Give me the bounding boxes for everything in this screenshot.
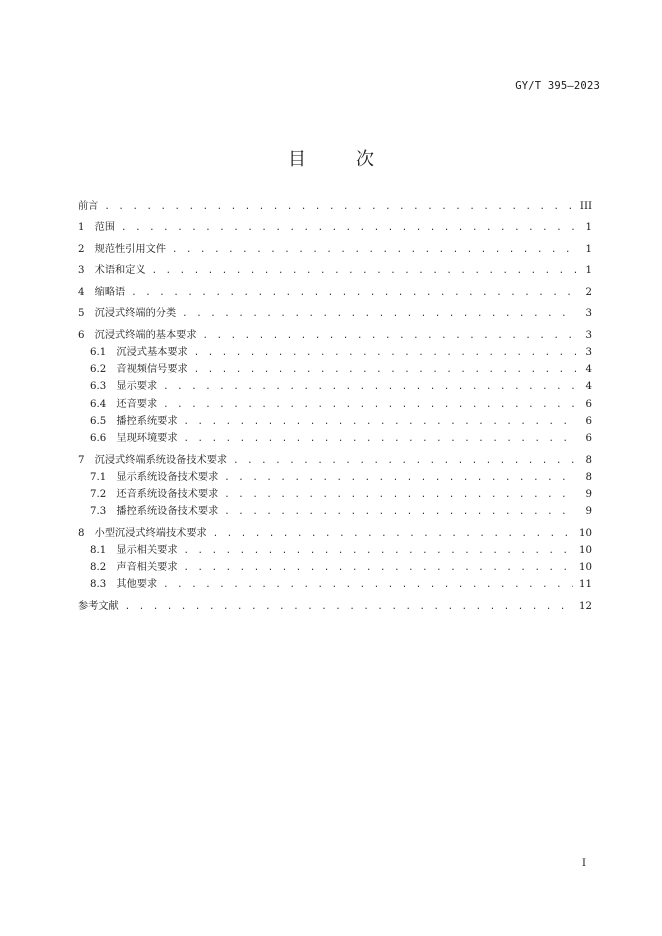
- toc-entry-page: 11: [579, 579, 592, 591]
- toc-entry-number: 4: [78, 286, 95, 298]
- toc-entry[interactable]: [78, 598, 592, 615]
- toc-entry-number: 7.2: [90, 488, 117, 500]
- toc-entry[interactable]: [78, 305, 592, 322]
- toc-entry-page: 10: [579, 561, 592, 573]
- toc-entry-label[interactable]: 沉浸式终端系统设备技术要求: [94, 454, 228, 466]
- toc-entry-number: 6.5: [90, 415, 117, 427]
- toc-entry-label[interactable]: 其他要求: [116, 579, 158, 591]
- toc-leader-dots: [224, 487, 576, 504]
- toc-entry-page: 6: [585, 433, 592, 445]
- toc-entry[interactable]: [78, 344, 592, 361]
- toc-entry-number: 6.4: [90, 398, 117, 410]
- toc-entry-label[interactable]: 沉浸式终端的分类: [94, 308, 177, 320]
- toc-leader-dots: [213, 526, 573, 543]
- toc-leader-dots: [184, 414, 576, 431]
- toc-entry-label[interactable]: 音视频信号要求: [116, 364, 188, 376]
- toc-entry-page: 2: [585, 286, 592, 298]
- toc-entry[interactable]: [78, 284, 592, 301]
- toc-entry-label[interactable]: 呈现环境要求: [116, 433, 178, 445]
- toc-leader-dots: [125, 599, 573, 616]
- toc-leader-dots: [182, 306, 576, 323]
- toc-entry-number: 1: [78, 222, 95, 234]
- toc-entry-page: 8: [585, 471, 592, 483]
- toc-entry-number: 8.3: [90, 579, 117, 591]
- toc-entry[interactable]: [78, 413, 592, 430]
- toc-entry-number: 3: [78, 265, 95, 277]
- toc-entry-number: 7.3: [90, 506, 117, 518]
- toc-entry-label[interactable]: 小型沉浸式终端技术要求: [94, 527, 207, 539]
- toc-entry[interactable]: [78, 486, 592, 503]
- toc-leader-dots: [224, 470, 576, 487]
- toc-leader-dots: [104, 199, 574, 216]
- toc-leader-dots: [163, 397, 576, 414]
- page-title: 目 次: [288, 149, 390, 170]
- toc-entry-label[interactable]: 声音相关要求: [116, 561, 178, 573]
- toc-entry-page: 4: [585, 381, 592, 393]
- toc-entry-label[interactable]: 还音系统设备技术要求: [116, 488, 219, 500]
- toc-entry-page: 3: [585, 329, 592, 341]
- toc-entry-label[interactable]: 参考文献: [78, 600, 119, 612]
- toc-entry-label[interactable]: 显示系统设备技术要求: [116, 471, 219, 483]
- toc-entry-page: 6: [585, 415, 592, 427]
- toc-entry-number: 8.2: [90, 561, 117, 573]
- toc-leader-dots: [233, 453, 576, 470]
- toc-entry-page: 3: [585, 308, 592, 320]
- toc-entry-label[interactable]: 术语和定义: [94, 265, 146, 277]
- toc-leader-dots: [194, 362, 576, 379]
- toc-entry-number: 2: [78, 243, 95, 255]
- toc-entry-label[interactable]: 播控系统设备技术要求: [116, 506, 219, 518]
- toc-entry[interactable]: [78, 396, 592, 413]
- toc-entry-number: 8.1: [90, 544, 117, 556]
- toc-entry-number: 6.3: [90, 381, 117, 393]
- page-number: I: [582, 858, 586, 869]
- toc-entry-page: 1: [585, 222, 592, 234]
- toc-entry[interactable]: [78, 327, 592, 344]
- toc-entry[interactable]: [78, 262, 592, 279]
- toc-entry-label[interactable]: 规范性引用文件: [94, 243, 166, 255]
- toc-entry-page: 12: [579, 600, 592, 612]
- toc-entry-number: 6.1: [90, 347, 117, 359]
- toc-entry-label[interactable]: 播控系统要求: [116, 415, 178, 427]
- toc-leader-dots: [203, 328, 576, 345]
- toc-leader-dots: [163, 577, 573, 594]
- toc-entry-page: 4: [585, 364, 592, 376]
- toc-entry-number: 6: [78, 329, 95, 341]
- toc-leader-dots: [121, 220, 576, 237]
- toc-entry-page: 3: [585, 347, 592, 359]
- toc-leader-dots: [163, 379, 576, 396]
- toc-entry[interactable]: [78, 378, 592, 395]
- table-of-contents: [78, 198, 592, 615]
- toc-entry-label[interactable]: 范围: [94, 222, 116, 234]
- toc-leader-dots: [194, 345, 576, 362]
- toc-entry-label[interactable]: 缩略语: [94, 286, 126, 298]
- toc-entry[interactable]: [78, 452, 592, 469]
- toc-entry-number: 8: [78, 527, 95, 539]
- toc-leader-dots: [131, 285, 576, 302]
- toc-leader-dots: [224, 504, 576, 521]
- toc-entry-page: 10: [579, 544, 592, 556]
- toc-entry-page: 8: [585, 454, 592, 466]
- toc-entry-number: 5: [78, 308, 95, 320]
- toc-entry[interactable]: [78, 559, 592, 576]
- toc-entry-label[interactable]: 前言: [78, 201, 99, 212]
- toc-entry[interactable]: [78, 430, 592, 447]
- toc-entry-page: 10: [579, 527, 592, 539]
- toc-entry-page: 6: [585, 398, 592, 410]
- toc-entry-label[interactable]: 沉浸式基本要求: [116, 347, 188, 359]
- toc-leader-dots: [152, 263, 576, 280]
- toc-entry[interactable]: [78, 361, 592, 378]
- toc-entry-page: III: [579, 201, 592, 212]
- toc-entry-page: 9: [585, 506, 592, 518]
- toc-entry-page: 9: [585, 488, 592, 500]
- toc-entry-label[interactable]: 显示要求: [116, 381, 158, 393]
- toc-entry-label[interactable]: 沉浸式终端的基本要求: [94, 329, 197, 341]
- toc-leader-dots: [184, 431, 576, 448]
- toc-entry-number: 7.1: [90, 471, 117, 483]
- toc-entry[interactable]: [78, 542, 592, 559]
- toc-entry[interactable]: [78, 198, 592, 215]
- toc-entry[interactable]: [78, 503, 592, 520]
- toc-entry[interactable]: [78, 525, 592, 542]
- toc-leader-dots: [172, 242, 576, 259]
- toc-entry[interactable]: [78, 219, 592, 236]
- toc-entry[interactable]: [78, 469, 592, 486]
- toc-entry-page: 1: [585, 265, 592, 277]
- toc-entry-number: 6.6: [90, 433, 117, 445]
- toc-entry[interactable]: [78, 576, 592, 593]
- standard-code: GY/T 395—2023: [515, 80, 600, 92]
- toc-entry-label[interactable]: 还音要求: [116, 398, 158, 410]
- toc-entry-label[interactable]: 显示相关要求: [116, 544, 178, 556]
- toc-entry-number: 6.2: [90, 364, 117, 376]
- toc-entry[interactable]: [78, 241, 592, 258]
- toc-entry-number: 7: [78, 454, 95, 466]
- toc-leader-dots: [184, 560, 574, 577]
- toc-entry-page: 1: [585, 243, 592, 255]
- toc-leader-dots: [184, 543, 574, 560]
